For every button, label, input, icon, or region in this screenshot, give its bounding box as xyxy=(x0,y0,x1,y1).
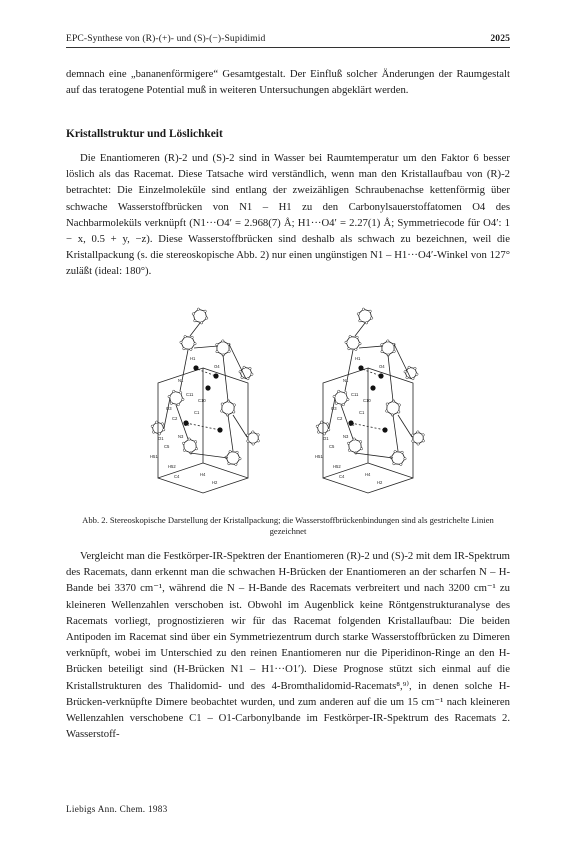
bond xyxy=(164,398,170,428)
bond xyxy=(190,323,200,336)
atom xyxy=(205,317,207,319)
atom xyxy=(359,320,361,322)
bond xyxy=(223,355,228,401)
atom xyxy=(204,310,206,312)
atom xyxy=(422,434,424,436)
atom-label: O3 xyxy=(331,406,337,411)
atom xyxy=(251,373,253,375)
atom xyxy=(355,348,357,350)
atom xyxy=(414,367,416,369)
atom xyxy=(257,440,259,442)
atom xyxy=(216,350,218,352)
atom xyxy=(249,367,251,369)
atom xyxy=(236,451,238,453)
atom-label: N3 xyxy=(343,434,349,439)
ring-bond xyxy=(181,337,195,350)
unit-cell-edge xyxy=(158,478,248,493)
atom xyxy=(252,431,254,433)
atom xyxy=(386,403,388,405)
atom-label: C11 xyxy=(351,392,359,397)
atom-label: C5 xyxy=(329,444,335,449)
atom xyxy=(394,450,396,452)
atom xyxy=(239,371,241,373)
atom-label: H51 xyxy=(315,454,323,459)
atom xyxy=(422,440,424,442)
bond xyxy=(194,346,218,348)
atom xyxy=(412,434,414,436)
bond xyxy=(355,323,365,336)
atom xyxy=(417,431,419,433)
figure-caption: Abb. 2. Stereoskopische Darstellung der Kristallpackung; die Wasserstoffbrückenbindungen sind als gestrichelte Linien gezeichnet xyxy=(82,515,494,536)
ring-bond xyxy=(387,401,400,415)
atom xyxy=(257,434,259,436)
atom xyxy=(320,421,322,423)
atom xyxy=(239,457,241,459)
atom xyxy=(252,443,254,445)
atom xyxy=(370,317,372,319)
atom xyxy=(197,308,199,310)
atom xyxy=(404,371,406,373)
atom xyxy=(359,441,361,443)
atom xyxy=(345,341,347,343)
unit-cell-edge xyxy=(368,368,413,478)
atom xyxy=(412,440,414,442)
atom-label: N1 xyxy=(178,378,184,383)
bond xyxy=(229,344,246,379)
atom-label: C2 xyxy=(337,416,343,421)
atom xyxy=(228,462,230,464)
bond xyxy=(394,344,411,379)
heteroatom xyxy=(193,365,198,370)
atom xyxy=(381,343,383,345)
atom xyxy=(158,433,160,435)
atom xyxy=(385,410,387,412)
stereo-panel-left xyxy=(150,308,259,493)
atom xyxy=(381,350,383,352)
atom xyxy=(316,425,318,427)
atom-label: O1 xyxy=(323,436,329,441)
atom xyxy=(191,336,193,338)
ring-bond xyxy=(217,341,229,355)
atom xyxy=(168,395,170,397)
atom xyxy=(243,366,245,368)
atom-label: O4 xyxy=(214,364,220,369)
atom xyxy=(229,450,231,452)
atom xyxy=(188,438,190,440)
atom xyxy=(216,343,218,345)
atom xyxy=(228,350,230,352)
unit-cell-edge xyxy=(203,368,248,478)
heteroatom xyxy=(213,373,218,378)
atom xyxy=(183,347,185,349)
crystal-packing-drawing xyxy=(128,298,448,508)
ring-bond xyxy=(222,401,235,415)
ring-bond xyxy=(391,452,405,465)
heteroatom xyxy=(382,427,387,432)
atom xyxy=(416,373,418,375)
atom-label: H52 xyxy=(333,464,341,469)
bond xyxy=(398,415,412,437)
ring-bond xyxy=(382,341,394,355)
atom xyxy=(183,449,185,451)
atom xyxy=(173,390,175,392)
atom-label: H1 xyxy=(355,356,361,361)
atom xyxy=(333,395,335,397)
atom-label: C11 xyxy=(186,392,194,397)
atom-label: C10 xyxy=(198,398,206,403)
atom-label: C4 xyxy=(339,474,345,479)
atom xyxy=(184,335,186,337)
atom-label: H52 xyxy=(168,464,176,469)
atom-label: O1 xyxy=(158,436,164,441)
atom xyxy=(387,340,389,342)
atom xyxy=(404,457,406,459)
ring-bond xyxy=(226,452,240,465)
atom xyxy=(349,335,351,337)
atom xyxy=(348,347,350,349)
atom xyxy=(194,441,196,443)
atom-label: H4 xyxy=(200,472,206,477)
atom-label: H1 xyxy=(190,356,196,361)
atom-label: C1 xyxy=(194,410,200,415)
bond xyxy=(180,350,188,391)
bond xyxy=(233,415,247,437)
atom xyxy=(152,431,154,433)
header-rule xyxy=(66,47,510,48)
atom xyxy=(221,403,223,405)
atom-label: C5 xyxy=(164,444,170,449)
paragraph-2: Vergleicht man die Festkörper-IR-Spektren der Enantiomeren (R)-2 und (S)-2 mit dem IR-Spektrum des Racemats, dann erkennt man die schwachen H-Brücken der Enantiomeren an der scharfen N – H-Bande bei 3370 cm⁻¹, während die N – H-Bande des Racemats verbreitert und nach 3200 cm⁻¹ zu kleineren Wellenzahlen verschoben ist. Obwohl im Augenblick keine Röntgenstrukturanalyse des Racemats vorliegt, prognostizieren wir für das Racemat folgenden Kristallaufbau: Die beiden Antipoden im Racemat sind über ein Symmetriezentrum durch starke Wasserstoffbrücken zu Dimeren verknüpft, wobei im Unterschied zu den reinen Enantiomeren nur die Piperidinon-Ringe an den H-Brücken beteiligt sind (H-Brücken N1 – H1···O1′). Diese Prognose stützt sich einmal auf die Kristallstrukturen des Thalidomid- und des 4-Bromthalidomid-Racemats⁸,⁹⁾, in denen solche H-Brücken-verknüpfte Dimere beobachtet wurden, und zum anderen auf die um 15 cm⁻¹ nach kleineren Wellenzahlen verschobene C1 – O1-Carbonylbande im Festkörper-IR-Spektrum des Racemats 2. Wasserstoff- xyxy=(66,550,510,741)
atom-label: O3 xyxy=(166,406,172,411)
atom-label: H4 xyxy=(365,472,371,477)
stereo-figure xyxy=(128,298,448,508)
unit-cell-edge xyxy=(323,478,413,493)
atom xyxy=(360,448,362,450)
atom xyxy=(233,411,235,413)
atom xyxy=(348,449,350,451)
atom xyxy=(344,392,346,394)
atom-label: H2 xyxy=(377,480,383,485)
heteroatom xyxy=(205,385,210,390)
atom xyxy=(393,462,395,464)
atom xyxy=(408,366,410,368)
atom xyxy=(194,342,196,344)
atom-label: C4 xyxy=(174,474,180,479)
atom-label: H2 xyxy=(212,480,218,485)
atom xyxy=(328,429,330,431)
heteroatom xyxy=(370,385,375,390)
atom xyxy=(353,438,355,440)
atom xyxy=(247,377,249,379)
atom xyxy=(359,342,361,344)
atom-label: H51 xyxy=(150,454,158,459)
atom xyxy=(155,421,157,423)
atom xyxy=(347,442,349,444)
atom xyxy=(163,429,165,431)
atom xyxy=(342,403,344,405)
atom xyxy=(323,433,325,435)
bond xyxy=(388,355,393,401)
intro-paragraph: demnach eine „bananenförmigere“ Gesamtgestalt. Der Einfluß solcher Änderungen der Raumgestalt auf das teratogene Potential muß in weiteren Untersuchungen abgeklärt werden. xyxy=(66,68,510,97)
atom xyxy=(335,402,337,404)
atom xyxy=(398,411,400,413)
atom xyxy=(412,377,414,379)
bond xyxy=(228,415,233,451)
atom xyxy=(182,442,184,444)
atom xyxy=(235,463,237,465)
atom xyxy=(241,376,243,378)
atom xyxy=(365,322,367,324)
atom xyxy=(356,336,358,338)
atom xyxy=(247,434,249,436)
atom-label: N3 xyxy=(178,434,184,439)
atom xyxy=(233,404,235,406)
atom xyxy=(362,308,364,310)
atom xyxy=(401,451,403,453)
atom xyxy=(161,423,163,425)
atom xyxy=(194,320,196,322)
atom xyxy=(177,403,179,405)
atom xyxy=(400,463,402,465)
ring-bond xyxy=(413,432,424,444)
atom xyxy=(195,448,197,450)
atom xyxy=(151,425,153,427)
journal-footer: Liebigs Ann. Chem. 1983 xyxy=(66,804,168,814)
bond xyxy=(355,453,393,458)
atom xyxy=(417,443,419,445)
atom xyxy=(192,313,194,315)
atom xyxy=(190,348,192,350)
atom xyxy=(179,392,181,394)
atom xyxy=(222,340,224,342)
bond xyxy=(190,453,228,458)
atom xyxy=(180,341,182,343)
bond xyxy=(393,415,398,451)
atom xyxy=(357,313,359,315)
atom-label: C2 xyxy=(172,416,178,421)
atom xyxy=(182,398,184,400)
page-number: 2025 xyxy=(490,33,510,44)
atom xyxy=(369,310,371,312)
stereo-panel-right xyxy=(315,308,424,493)
atom-label: C3 xyxy=(184,422,190,427)
atom xyxy=(170,402,172,404)
atom xyxy=(220,410,222,412)
atom xyxy=(393,350,395,352)
atom xyxy=(200,322,202,324)
bond xyxy=(329,398,335,428)
section-heading: Kristallstruktur und Löslichkeit xyxy=(66,128,223,140)
atom-label: N1 xyxy=(343,378,349,383)
atom-label: O4 xyxy=(379,364,385,369)
running-title: EPC-Synthese von (R)-(+)- und (S)-(−)-Supidimid xyxy=(66,33,266,44)
bond xyxy=(359,346,383,348)
ring-bond xyxy=(346,337,360,350)
atom xyxy=(347,398,349,400)
ring-bond xyxy=(248,432,259,444)
atom-label: C3 xyxy=(349,422,355,427)
atom xyxy=(247,440,249,442)
paragraph-1: Die Enantiomeren (R)-2 und (S)-2 sind in Wasser bei Raumtemperatur um den Faktor 6 besser löslich als das Racemat. Diese Tatsache wird verständlich, wenn man den Kristallaufbau von (R)-2 betrachtet: Die Einzelmoleküle sind entlang der zweizähligen Schraubenachse kettenförmig über schwache Wasserstoffbrücken von N1 – H1 zu den Carbonylsauerstoffatomen O4 des Nachbarmoleküls verknüpft (N1···O4′ = 2.968(7) Å; H1···O4′ = 2.27(1) Å; Symmetriecode für O4′: 1 − x, 0.5 + y, −z). Diese Wasserstoffbrücken sind deshalb als schwach zu bezeichnen, weil die Kristallpackung (s. die stereoskopische Abb. 2) nur einen ungünstigen N1 – H1···O4′-Winkel von 127° zuläßt (ideal: 180°). xyxy=(66,152,510,278)
heteroatom xyxy=(217,427,222,432)
heteroatom xyxy=(358,365,363,370)
atom xyxy=(398,404,400,406)
atom-label: C1 xyxy=(359,410,365,415)
bond xyxy=(345,350,353,391)
atom xyxy=(317,431,319,433)
atom xyxy=(326,423,328,425)
heteroatom xyxy=(378,373,383,378)
atom xyxy=(406,376,408,378)
atom-label: C10 xyxy=(363,398,371,403)
atom xyxy=(338,390,340,392)
